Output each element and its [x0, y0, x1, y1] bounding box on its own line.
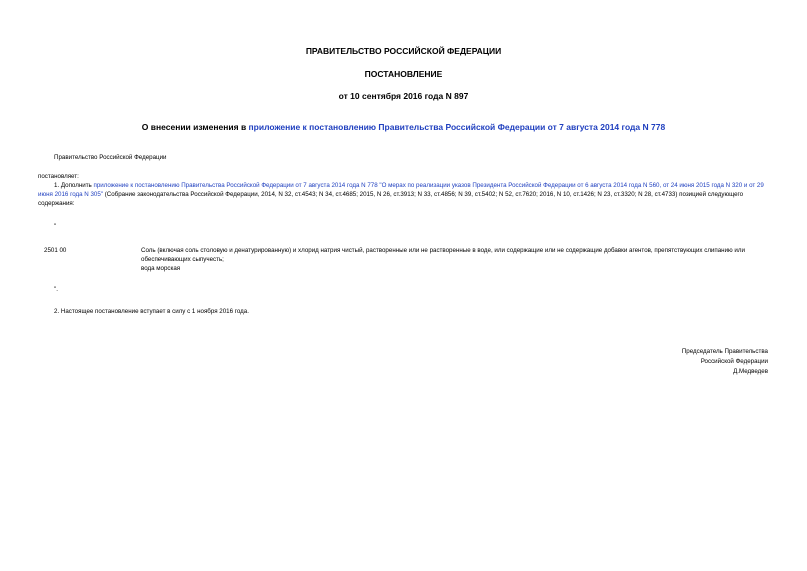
description-text-2: вода морская	[141, 265, 181, 272]
item-1-prefix: 1. Дополнить	[54, 182, 94, 189]
quote-close: ".	[54, 286, 58, 293]
document-title	[0, 122, 807, 132]
government-line: Правительство Российской Федерации	[54, 154, 167, 161]
signature-position: Председатель Правительства	[681, 348, 768, 355]
document-date-number: от 10 сентября 2016 года N 897	[338, 91, 469, 101]
title-link[interactable]: приложение к постановлению Правительства Российской Федерации от 7 августа 2014 года N 778	[248, 122, 666, 132]
decrees-line: постановляет:	[38, 173, 79, 180]
signature-block	[682, 347, 768, 377]
table-row-code: 2501 00	[44, 247, 67, 254]
description-text-1: Соль (включая соль столовую и денатурированную) и хлорид натрия чистый, растворенные или не растворенные в воде, или содержащие или не содержащие добавки агентов, препятствующих слипанию или обеспечивающих сыпучесть;	[141, 247, 745, 263]
item-1-paragraph	[38, 181, 773, 208]
table-row-description	[141, 246, 746, 273]
item-1-suffix: (Собрание законодательства Российской Федерации, 2014, N 32, ст.4543; N 34, ст.4685; 2015, N 26, ст.3913; N 33, ст.4856; N 39, ст.5402; N 52, ст.7620; 2016, N 10, ст.1426; N 23, ст.3320; N 28, ст.4733) позицией следующего содержания:	[38, 191, 744, 207]
document-type: ПОСТАНОВЛЕНИЕ	[364, 69, 443, 79]
signature-country: Российской Федерации	[700, 358, 768, 365]
item-2-paragraph: 2. Настоящее постановление вступает в силу с 1 ноября 2016 года.	[54, 308, 249, 315]
item-1-link[interactable]: приложение к постановлению Правительства Российской Федерации от 7 августа 2014 года N 778 "О мерах по реализации указов Президента Российской Федерации от 6 августа 2014 года N 560, от 24 июня 2015 года N 320 и от 29 июня 2016 года N 305"	[38, 182, 764, 198]
government-header: ПРАВИТЕЛЬСТВО РОССИЙСКОЙ ФЕДЕРАЦИИ	[305, 46, 502, 56]
signature-name: Д.Медведев	[733, 368, 768, 375]
quote-open: "	[54, 223, 57, 230]
title-prefix: О внесении изменения в	[141, 122, 249, 132]
